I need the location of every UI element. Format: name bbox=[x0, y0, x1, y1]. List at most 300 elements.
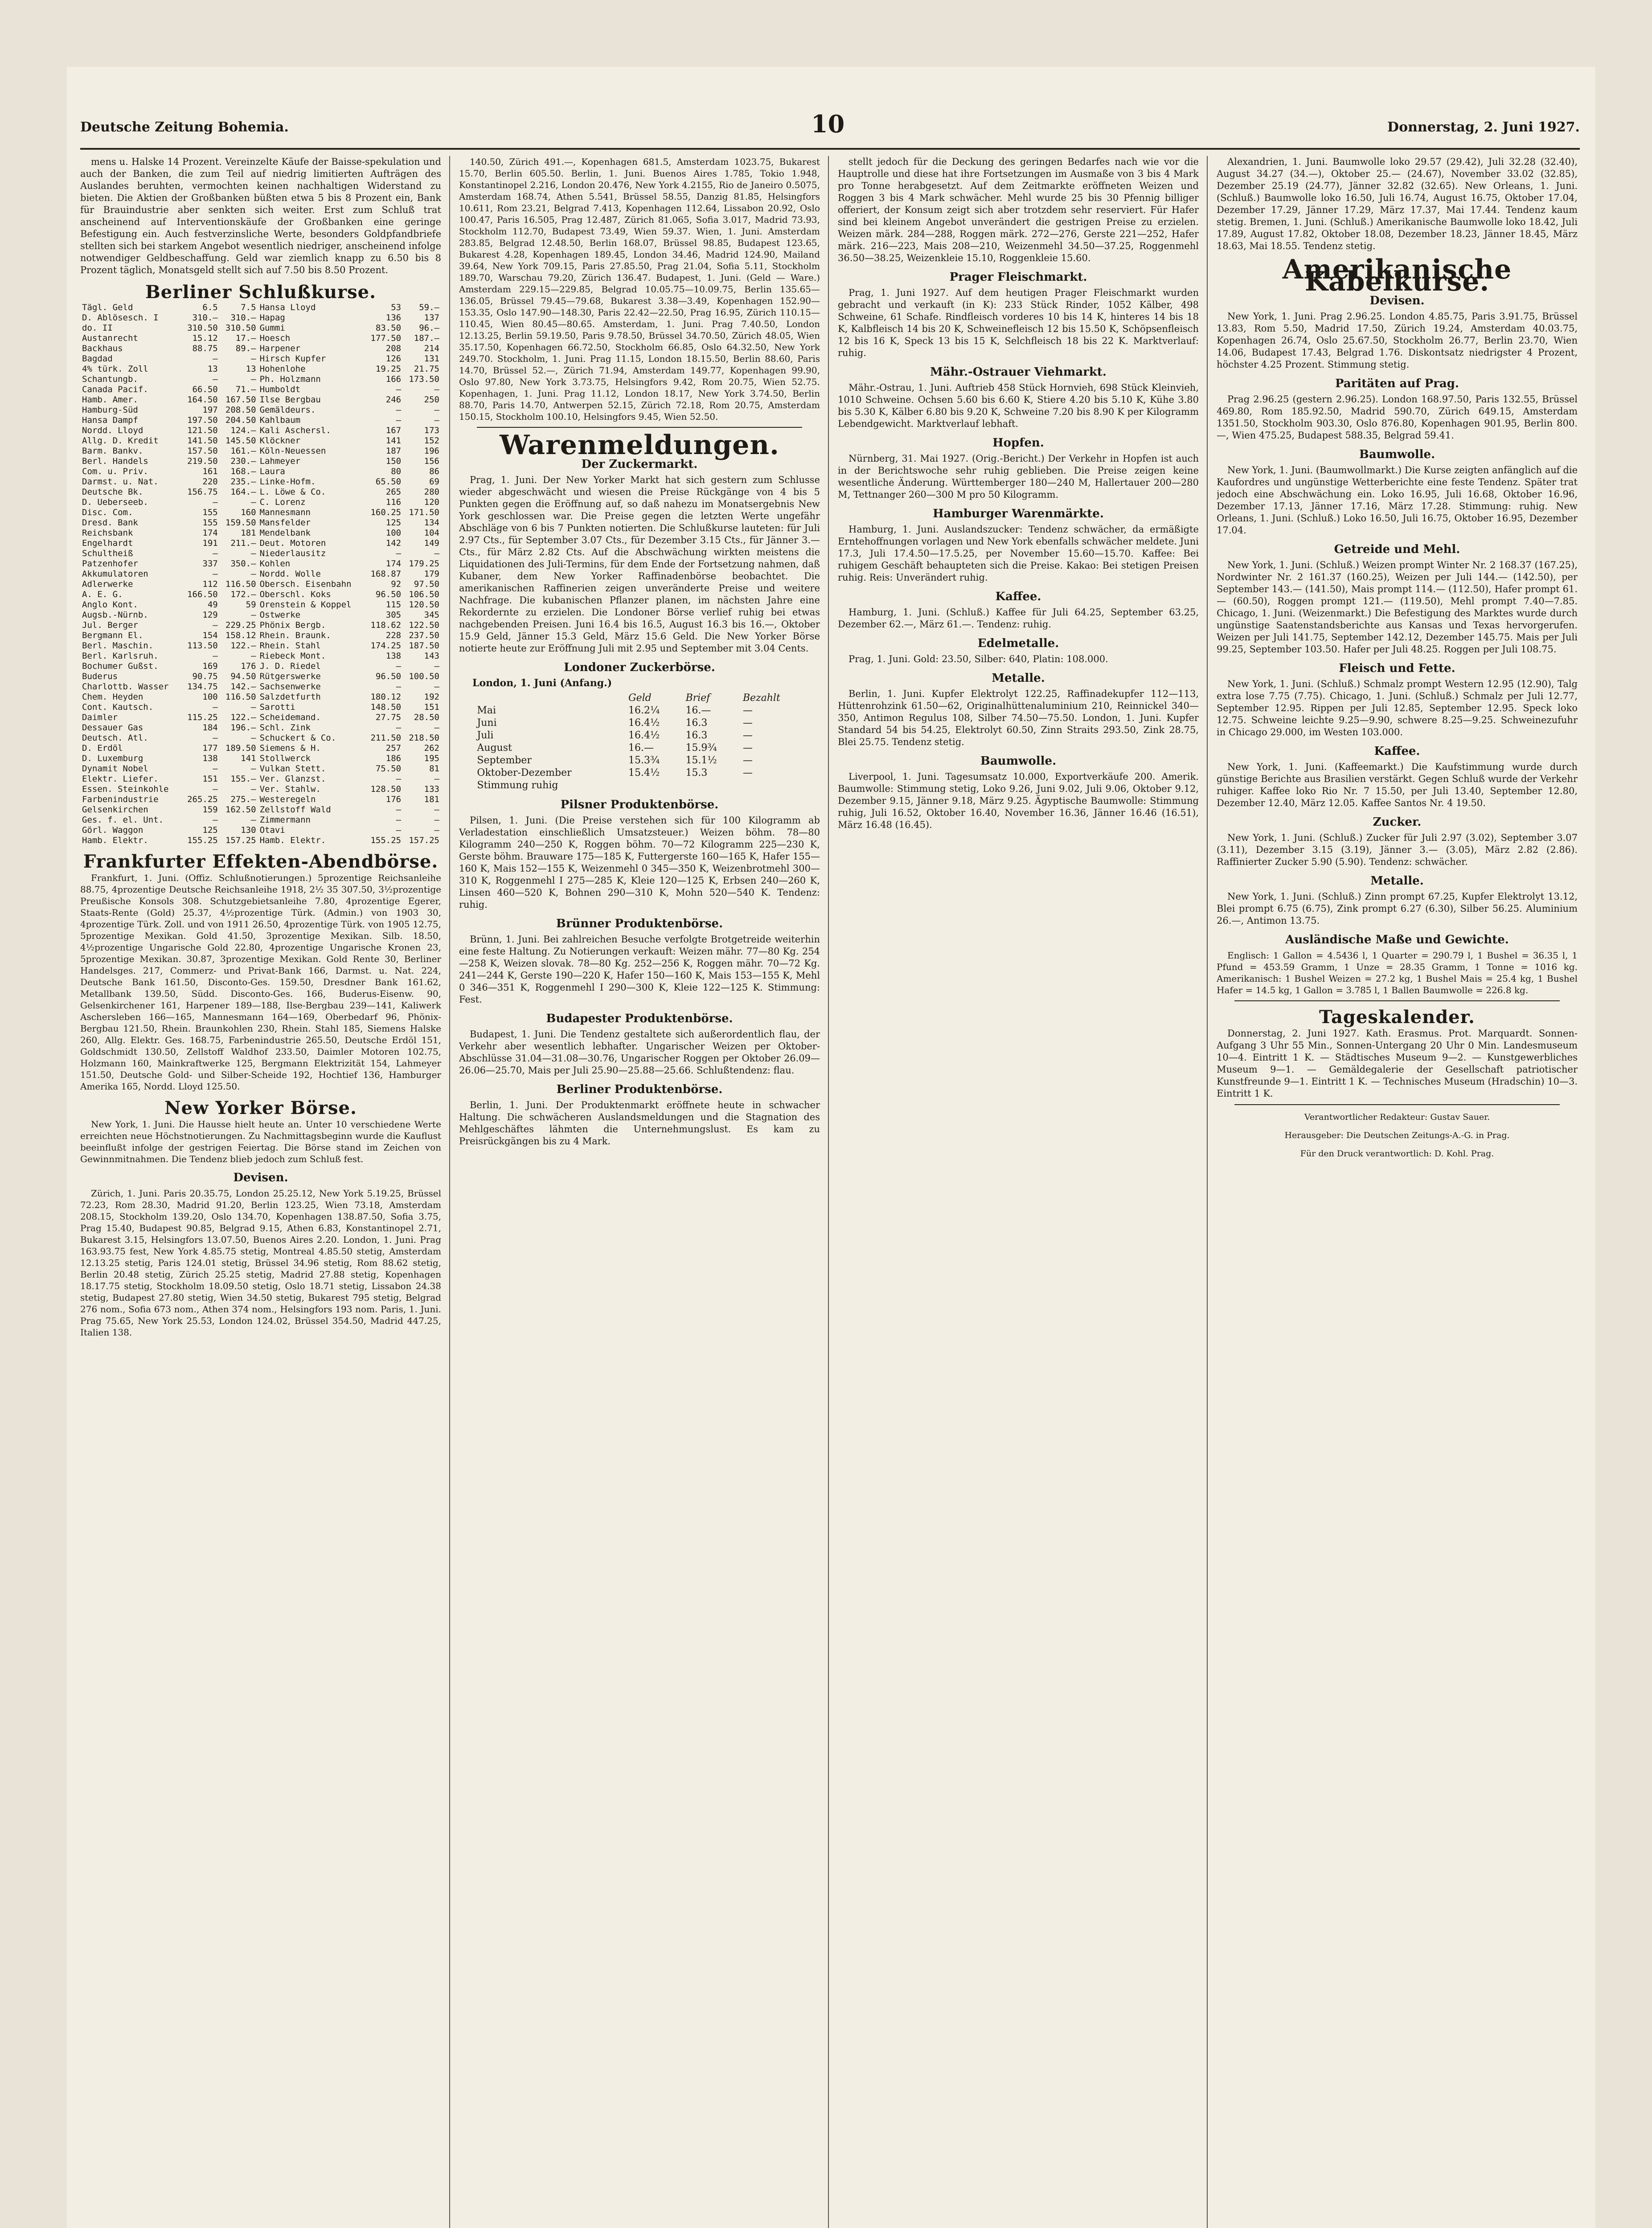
price-cell: — bbox=[742, 717, 753, 729]
budapest-exchange-text: Budapest, 1. Juni. Die Tendenz gestaltete sich außerordentlich flau, der Verkehr aber wesentlich lebhafter. Ungarischer Weizen per Oktober-Abschlüsse 31.04—31.08—30.76, Ungarischer Roggen per Oktober 26.09—26.06—25.70, Mais per Juli 25.90—25.88—25.66. Schlußtendenz: flau. bbox=[459, 1029, 820, 1076]
frankfurt-text: Frankfurt, 1. Juni. (Offiz. Schlußnotierungen.) 5prozentige Reichsanleihe 88.75, 4prozentige Deutsche Reichsanleihe 1918, 2½ 35 307.50, 3½prozentige Preußische Konsols 308. Schutzgebietsanleihe 7.80, 4prozentige Egerer, Staats-Rente (Gold) 25.37, 4½prozentige Türk. (Admin.) von 1903 30, 4prozentige Türk. Zoll. und von 1911 26.50, 4prozentige Türk. von 1905 12.75, 5prozentige Mexikan. Gold 41.50, 3prozentige Mexikan. Silb. 18.50, 4½prozentige Ungarische Gold 22.80, 4prozentige Ungarische Kronen 23, 5prozentige Mexikan. 30.87, 3prozentige Mexikan. Gold Rente 30, Berliner Handelsges. 217, Commerz- und Privat-Bank 166, Darmst. u. Nat. 224, Deutsche Bank 161.50, Disconto-Ges. 159.50, Dresdner Bank 161.62, Metallbank 139.50, Südd. Disconto-Ges. 166, Buderus-Eisenw. 90, Gelsenkirchener 161, Harpener 189—188, Ilse-Bergbau 239—141, Kaliwerk Aschersleben 166—165, Mannesmann 164—169, Oberbedarf 96, Phönix-Bergbau 121.50, Rhein. Braunkohlen 230, Rhein. Stahl 185, Siemens Halske 260, Allg. Elektr. Ges. 168.75, Farbenindustrie 265.50, Deutsche Erdöl 151, Goldschmidt 130.50, Zellstoff Waldhof 233.50, Daimler Motoren 102.75, Holzmann 160, Mainkraftwerke 125, Bergmann Elektrizität 154, Lahmeyer 151.50, Deutsche Gold- und Silber-Scheide 192, Hochtief 136, Hamburger Amerika 165, Nordd. Lloyd 125.50. bbox=[80, 872, 441, 1092]
quote-value: — bbox=[213, 784, 218, 794]
quote-row bbox=[80, 774, 441, 784]
quote-name: Kahlbaum bbox=[259, 415, 301, 425]
quote-value: — bbox=[434, 825, 439, 835]
quote-value: 230.— bbox=[230, 456, 256, 466]
coffee-text: New York, 1. Juni. (Kaffeemarkt.) Die Kaufstimmung wurde durch günstige Berichte aus Brasilien verstärkt. Gegen Schluß wurde der Verkehr ruhiger. Kaffee loko Rio Nr. 7 15.50, per Juli 13.40, September 12.80, Dezember 12.40, März 12.05. Kaffee Santos Nr. 4 19.50. bbox=[1217, 762, 1578, 808]
quote-row bbox=[80, 723, 441, 733]
quote-value: — bbox=[213, 764, 218, 774]
quote-value: 21.75 bbox=[414, 364, 439, 374]
quote-value: 143 bbox=[424, 651, 439, 661]
quote-value: 142 bbox=[385, 538, 402, 548]
quote-value: — bbox=[251, 497, 256, 507]
quote-row bbox=[80, 313, 441, 323]
quote-name: Mansfelder bbox=[259, 518, 311, 528]
quote-value: 75.50 bbox=[375, 764, 402, 774]
quote-row bbox=[80, 569, 441, 579]
quote-name: Canada Pacif. bbox=[82, 385, 148, 394]
price-cell: 16.— bbox=[685, 705, 711, 716]
quote-value: 121.50 bbox=[187, 426, 218, 435]
quote-value: 15.12 bbox=[192, 333, 218, 343]
grain-heading: Getreide und Mehl. bbox=[1334, 543, 1460, 556]
price-cell: — bbox=[742, 755, 753, 766]
parities-text: Prag 2.96.25 (gestern 2.96.25). London 168.97.50, Paris 132.55, Brüssel 469.80, Rom 185.92.50, Madrid 590.70, Zürich 649.15, Amsterdam 1351.50, Stockholm 903.30, Oslo 876.80, Kopenhagen 901.95, Berlin 800.—, Wien 475.25, Budapest 588.35, Belgrad 59.41. bbox=[1217, 394, 1578, 441]
quote-name: Schl. Zink bbox=[259, 723, 311, 733]
quote-row bbox=[80, 395, 441, 405]
quote-row bbox=[80, 590, 441, 600]
american-cables-heading: Amerikanische Kabelkurse. bbox=[1282, 254, 1512, 297]
publisher-line: Herausgeber: Die Deutschen Zeitungs-A.-G. in Prag. bbox=[1284, 1130, 1510, 1140]
quote-value: 112 bbox=[202, 579, 218, 589]
price-cell: 16.4½ bbox=[628, 717, 660, 729]
quote-row bbox=[80, 497, 441, 508]
column-3 bbox=[838, 156, 1199, 2228]
devisen-heading: Devisen. bbox=[1369, 294, 1425, 307]
quote-name: Schultheiß bbox=[82, 549, 133, 558]
hamburg-markets-text: Hamburg, 1. Juni. Auslandszucker: Tendenz schwächer, da ermäßigte Erntehoffnungen vorlagen und New York ebenfalls schwächer meldete. Juni 17.3, Juli 17.4.50—17.5.25, per November 15.60—15.70. Kaffee: Bei ruhigem Geschäft behaupteten sich die Preise. Kakao: Bei stetigen Preisen ruhig. Reis: Unverändert ruhig. bbox=[838, 524, 1199, 583]
berlin-quotes-table bbox=[80, 303, 441, 846]
quote-name: Com. u. Priv. bbox=[82, 467, 148, 476]
page-number: 10 bbox=[811, 110, 845, 138]
quote-value: — bbox=[434, 405, 439, 415]
quote-row bbox=[80, 559, 441, 569]
quote-name: Otavi bbox=[259, 825, 285, 835]
quote-value: 97.50 bbox=[414, 579, 439, 589]
hamburg-markets-heading: Hamburger Warenmärkte. bbox=[933, 507, 1104, 520]
price-cell: 15.9¾ bbox=[685, 742, 717, 754]
cotton-text: New York, 1. Juni. (Baumwollmarkt.) Die Kurse zeigten anfänglich auf die Kaufordres und ungünstige Wetterberichte eine feste Tendenz. Später trat jedoch eine Abschwächung ein. Loko 16.95, Juli 16.68, Oktober 16.96, Dezember 17.13, Jänner 17.16, März 17.28. Stimmung: ruhig. New Orleans, 1. Juni. (Schluß.) Loko 16.50, Juli 16.75, Oktober 16.95, Dezember 17.04. bbox=[1217, 465, 1578, 536]
quote-row bbox=[80, 672, 441, 682]
quote-value: 181 bbox=[241, 528, 256, 538]
quote-row bbox=[80, 733, 441, 743]
cotton-cables-text: Alexandrien, 1. Juni. Baumwolle loko 29.57 (29.42), Juli 32.28 (32.40), August 34.27 (34.—), Oktober 25.— (24.67), November 33.02 (32.85), Dezember 25.19 (24.77), Jänner 32.82 (32.65). New Orleans, 1. Juni. (Schluß.) Baumwolle loko 16.50, Juli 16.74, August 16.75, Oktober 17.04, Dezember 17.29, Jänner 17.29, März 17.37, Mai 17.44. Tendenz kaum stetig. Bremen, 1. Juni. (Schluß.) Amerikanische Baumwolle loko 18.42, Juli 17.89, August 17.82, Oktober 18.08, Dezember 18.23, Jänner 18.45, März 18.63, Mai 18.55. Tendenz stetig. bbox=[1217, 156, 1578, 251]
quote-row bbox=[80, 682, 441, 692]
quote-name: Kali Aschersl. bbox=[259, 426, 331, 435]
quote-row bbox=[80, 303, 441, 313]
editor-line: Verantwortlicher Redakteur: Gustav Sauer. bbox=[1304, 1112, 1490, 1122]
precious-metals-heading: Edelmetalle. bbox=[977, 637, 1059, 650]
london-sugar-row bbox=[473, 754, 805, 767]
quote-row bbox=[80, 508, 441, 518]
quote-name: Farbenindustrie bbox=[82, 795, 159, 804]
quote-value: 159 bbox=[202, 805, 218, 815]
quote-value: 59 bbox=[246, 600, 256, 610]
london-sugar-row bbox=[473, 767, 805, 779]
quote-value: 141 bbox=[241, 754, 256, 763]
warenmeldungen-heading: Warenmeldungen. bbox=[500, 430, 779, 461]
quote-value: 265.25 bbox=[187, 795, 218, 804]
quote-row bbox=[80, 344, 441, 354]
quote-value: 7.5 bbox=[241, 303, 256, 312]
quote-value: 145.50 bbox=[225, 436, 256, 446]
quote-name: Berl. Handels bbox=[82, 456, 148, 466]
new-york-exchange-text: New York, 1. Juni. Die Hausse hielt heute an. Unter 10 verschiedene Werte erreichten neue Höchstnotierungen. Zu Nachmittagsbeginn wurde die Kauflust beeinflußt infolge der gestrigen Feiertag. Die Börse stand im Zeichen von Gewinnmitnahmen. Die Tendenz blieb jedoch zum Schluß fest. bbox=[80, 1119, 441, 1164]
price-cell: 15.3 bbox=[685, 767, 708, 778]
daily-calendar-heading: Tageskalender. bbox=[1319, 1007, 1475, 1028]
cotton-heading: Baumwolle. bbox=[1359, 448, 1435, 461]
quote-value: 161 bbox=[202, 467, 218, 476]
coffee-heading: Kaffee. bbox=[1374, 745, 1420, 758]
quote-name: Hapag bbox=[259, 313, 285, 323]
quote-value: 6.5 bbox=[202, 303, 218, 312]
quote-name: Chem. Heyden bbox=[82, 692, 143, 702]
sugar-heading: Zucker. bbox=[1373, 815, 1422, 829]
quote-value: 171.50 bbox=[409, 508, 439, 517]
quote-value: 149 bbox=[424, 538, 439, 548]
quote-value: 166 bbox=[385, 374, 402, 384]
quote-value: 176 bbox=[385, 795, 402, 804]
quote-row bbox=[80, 579, 441, 590]
quote-name: D. Ueberseeb. bbox=[82, 497, 148, 507]
quote-value: 17.— bbox=[235, 333, 256, 343]
price-cell: — bbox=[742, 767, 753, 778]
quote-name: Hansa Dampf bbox=[82, 415, 138, 425]
cotton-text: Liverpool, 1. Juni. Tagesumsatz 10.000, Exportverkäufe 200. Amerik. Baumwolle: Stimmung stetig, Loko 9.26, Juni 9.02, Juli 9.06, Oktober 9.12, Dezember 9.15, Jänner 9.18, März 9.25. Ägyptische Baumwolle: Stimmung ruhig, Juli 16.52, Oktober 16.40, November 16.36, Jänner 16.46 (16.51), März 16.48 (16.45). bbox=[838, 771, 1199, 830]
quote-name: Vulkan Stett. bbox=[259, 764, 326, 774]
market-report-text: mens u. Halske 14 Prozent. Vereinzelte Käufe der Baisse-spekulation und auch der Banken, die zum Teil auf niedrig limitierten Aufträgen des Auslandes beruhten, vermochten keinen nachhaltigen Widerstand zu bieten. Die Aktien der Großbanken büßten etwa 5 bis 8 Prozent ein, Bank für Brauindustrie aber senkten sich weiter. Erst zum Schluß trat anscheinend auf Interventionskäufe der Großbanken eine geringe Befestigung ein. Auch festverzinsliche Werte, besonders Goldpfandbriefe stellten sich bei starkem Angebot wesentlich niedriger, anscheinend infolge notwendiger Geldbeschaffung. Geld war ziemlich knapp zu 6.50 bis 8 Prozent täglich, Monatsgeld stellt sich auf 7.50 bis 8.50 Prozent. bbox=[80, 156, 441, 275]
quote-value: — bbox=[396, 549, 402, 558]
quote-row bbox=[80, 477, 441, 487]
london-sugar-row bbox=[473, 704, 805, 717]
quote-name: Berl. Maschin. bbox=[82, 641, 154, 651]
quote-name: Hamburg-Süd bbox=[82, 405, 138, 415]
quote-value: 337 bbox=[202, 559, 218, 569]
berlin-produce-text: Berlin, 1. Juni. Der Produktenmarkt eröffnete heute in schwacher Haltung. Die schwächeren Auslandsmeldungen und die Stagnation des Mehlgeschäftes lähmten die Unternehmungslust. Es kam zu Preisrückgängen bis zu 4 Mark. bbox=[459, 1100, 820, 1147]
quote-value: 156 bbox=[424, 456, 439, 466]
quote-value: 275.— bbox=[230, 795, 256, 804]
metals-text: New York, 1. Juni. (Schluß.) Zinn prompt 67.25, Kupfer Elektrolyt 13.12, Blei prompt 6.75 (6.75), Zink prompt 6.27 (6.30), Silber 56.25. Aluminium 26.—, Antimon 13.75. bbox=[1217, 891, 1578, 926]
quote-value: 168.— bbox=[230, 467, 256, 476]
quote-name: Augsb.-Nürnb. bbox=[82, 610, 148, 620]
quote-value: 138 bbox=[385, 651, 402, 661]
quote-value: 100 bbox=[385, 528, 402, 538]
quote-value: 250 bbox=[424, 395, 439, 405]
quote-value: 131 bbox=[424, 354, 439, 364]
quote-value: — bbox=[251, 651, 256, 661]
quote-value: 115.25 bbox=[187, 713, 218, 722]
quote-name: Hansa Lloyd bbox=[259, 303, 316, 312]
metals-text: Berlin, 1. Juni. Kupfer Elektrolyt 122.25, Raffinadekupfer 112—113, Hüttenrohzink 61.50—62, Originalhüttenaluminium 210, Reinnickel 340—350, Antimon Regulus 108, Silber 74.50—75.50. London, 1. Juni. Kupfer Standard 54 bis 54.25, Elektrolyt 60.50, Zinn Straits 293.50, Zink 28.75, Blei 25.75. Tendenz stetig. bbox=[838, 688, 1199, 747]
quote-value: — bbox=[396, 825, 402, 835]
quote-row bbox=[80, 467, 441, 477]
quote-value: 174.25 bbox=[370, 641, 402, 651]
quote-row bbox=[80, 641, 441, 651]
quote-value: 218.50 bbox=[409, 733, 439, 743]
quote-name: Jul. Berger bbox=[82, 620, 138, 630]
meat-fats-heading: Fleisch und Fette. bbox=[1339, 662, 1455, 675]
quote-row bbox=[80, 374, 441, 385]
meat-fats-text: New York, 1. Juni. (Schluß.) Schmalz prompt Western 12.95 (12.90), Talg extra lose 7.75 (7.75). Chicago, 1. Juni. (Schluß.) Schmalz per Juli 12.77, September 12.95. Rippen per Juli 12.85, September 12.95. Speck loko 12.75. Schweine leichte 9.25—9.90, schwere 8.25—9.25. Schweinezufuhr in Chicago 29.000, im Westen 103.000. bbox=[1217, 679, 1578, 737]
quote-value: 237.50 bbox=[409, 631, 439, 640]
grain-text: New York, 1. Juni. (Schluß.) Weizen prompt Winter Nr. 2 168.37 (167.25), Nordwinter Nr. 2 161.37 (160.25), Weizen per Juli 144.— (142.50), per September 143.— (141.50), Mais prompt 114.— (112.50), Hafer prompt 61.— (60.50), Roggen prompt 121.— (119.50), Mehl prompt 7.40—7.85. Chicago, 1. Juni. (Weizenmarkt.) Die Befestigung des Marktes wurde durch ungünstige Saatenstandsberichte aus Kansas und Texas hervorgerufen. Weizen per Juli 141.75, September 142.12, Dezember 145.75. Mais per Juli 99.25, September 103.50. Hafer per Juli 48.25. Roggen per Juli 108.75. bbox=[1217, 560, 1578, 655]
quote-value: — bbox=[213, 815, 218, 825]
pilsen-exchange-text: Pilsen, 1. Juni. (Die Preise verstehen sich für 100 Kilogramm ab Verladestation einschließlich Umsatzsteuer.) Weizen böhm. 78—80 Kilogramm 240—250 K, Roggen böhm. 70—72 Kilogramm 225—230 K, Gerste böhm. Brauware 175—185 K, Futtergerste 160—165 K, Hafer 155—160 K, Mais 152—155 K, Weizenmehl 0 345—350 K, Weizenbrotmehl 300—310 K, Roggenmehl I 275—285 K, Kleie 120—125 K, Erbsen 240—260 K, Linsen 460—520 K, Bohnen 290—310 K, Mohn 520—540 K. Tendenz: ruhig. bbox=[459, 815, 820, 910]
quote-value: 152 bbox=[424, 436, 439, 446]
quote-value: 177.50 bbox=[370, 333, 402, 343]
month-label: Juli bbox=[477, 730, 494, 741]
berlin-produce-heading: Berliner Produktenbörse. bbox=[556, 1083, 723, 1096]
quote-value: 186 bbox=[385, 754, 402, 763]
quote-value: — bbox=[213, 497, 218, 507]
quote-value: 157.25 bbox=[409, 836, 439, 845]
hops-text: Nürnberg, 31. Mai 1927. (Orig.-Bericht.) Der Verkehr in Hopfen ist auch in der Berichtswoche sehr ruhig geblieben. Die Preise zeigen keine wesentliche Änderung. Württemberger 180—240 M, Hallertauer 200—280 M, Tettnanger 260—300 M pro 50 Kilogramm. bbox=[838, 453, 1199, 500]
quote-value: 173 bbox=[424, 426, 439, 435]
quote-value: 195 bbox=[424, 754, 439, 763]
quote-value: 155 bbox=[202, 518, 218, 528]
london-sugar-header-row bbox=[473, 692, 805, 704]
quote-value: 13 bbox=[246, 364, 256, 374]
quote-value: 71.— bbox=[235, 385, 256, 394]
quote-value: 154 bbox=[202, 631, 218, 640]
quote-value: 160 bbox=[241, 508, 256, 517]
quote-value: 174 bbox=[385, 559, 402, 569]
quote-value: 129 bbox=[202, 610, 218, 620]
quote-name: D. Luxemburg bbox=[82, 754, 143, 763]
quote-value: 100 bbox=[202, 692, 218, 702]
bruenn-exchange-text: Brünn, 1. Juni. Bei zahlreichen Besuche verfolgte Brotgetreide weiterhin eine feste Haltung. Zu Notierungen verkauft: Weizen mähr. 77—80 Kg. 254—258 K, Weizen slovak. 78—80 Kg. 252—256 K, Roggen mähr. 70—72 Kg. 241—244 K, Gerste 190—220 K, Hafer 150—160 K, Mais 153—155 K, Mehl 0 346—351 K, Roggenmehl I 290—300 K, Kleie 122—125 K. Stimmung: Fest. bbox=[459, 934, 820, 1005]
quote-value: — bbox=[213, 702, 218, 712]
quote-name: D. Erdöl bbox=[82, 743, 123, 753]
quote-value: 59.— bbox=[419, 303, 439, 312]
pilsen-exchange-heading: Pilsner Produktenbörse. bbox=[560, 798, 719, 811]
quote-value: 211.50 bbox=[370, 733, 402, 743]
budapest-exchange-heading: Budapester Produktenbörse. bbox=[546, 1012, 733, 1025]
quote-value: 229.25 bbox=[225, 620, 256, 630]
quote-value: — bbox=[396, 385, 402, 394]
quote-value: 155.25 bbox=[370, 836, 402, 845]
quote-value: — bbox=[396, 661, 402, 671]
quote-name: Sachsenwerke bbox=[259, 682, 321, 692]
quote-name: Austanrecht bbox=[82, 333, 138, 343]
quote-name: Darmst. u. Nat. bbox=[82, 477, 159, 487]
quote-row bbox=[80, 333, 441, 344]
newspaper-page bbox=[67, 67, 1595, 2228]
quote-value: 134.75 bbox=[187, 682, 218, 692]
quote-value: 174 bbox=[202, 528, 218, 538]
price-cell: 16.3 bbox=[685, 717, 708, 729]
quote-value: 166.50 bbox=[187, 590, 218, 599]
quote-value: 116 bbox=[385, 497, 402, 507]
quote-row bbox=[80, 405, 441, 415]
column-4 bbox=[1217, 156, 1578, 2228]
quote-name: Köln-Neuessen bbox=[259, 446, 326, 456]
quote-name: Siemens & H. bbox=[259, 743, 321, 753]
quote-value: 235.— bbox=[230, 477, 256, 487]
quote-value: — bbox=[213, 569, 218, 579]
quote-value: 141 bbox=[385, 436, 402, 446]
quote-name: Dessauer Gas bbox=[82, 723, 143, 733]
quote-value: 280 bbox=[424, 487, 439, 497]
cotton-heading: Baumwolle. bbox=[980, 754, 1057, 768]
quote-value: 81 bbox=[429, 764, 439, 774]
column-divider bbox=[449, 156, 450, 2228]
quote-value: 310.— bbox=[230, 313, 256, 323]
quote-value: — bbox=[213, 733, 218, 743]
quote-row bbox=[80, 713, 441, 723]
quote-name: Deutsche Bk. bbox=[82, 487, 143, 497]
measures-text: Englisch: 1 Gallon = 4.5436 l, 1 Quarter = 290.79 l, 1 Bushel = 36.35 l, 1 Pfund = 453.59 Gramm, 1 Unze = 28.35 Gramm, 1 Tonne = 1016 kg. Amerikanisch: 1 Bushel Weizen = 27.2 kg, 1 Bushel Mais = 25.4 kg, 1 Bushel Hafer = 14.5 kg, 1 Gallon = 3.785 l, 1 Ballen Baumwolle = 226.8 kg. bbox=[1217, 950, 1578, 995]
quote-name: Ver. Glanzst. bbox=[259, 774, 326, 784]
quote-value: — bbox=[251, 374, 256, 384]
section-rule bbox=[477, 427, 802, 428]
quote-value: 94.50 bbox=[230, 672, 256, 681]
quote-row bbox=[80, 487, 441, 497]
quote-value: — bbox=[396, 805, 402, 815]
quote-row bbox=[80, 631, 441, 641]
quote-value: 220 bbox=[202, 477, 218, 487]
quote-value: 187 bbox=[385, 446, 402, 456]
quote-name: Deutsch. Atl. bbox=[82, 733, 148, 743]
quote-name: Hamb. Elektr. bbox=[259, 836, 326, 845]
london-sugar-heading: Londoner Zuckerbörse. bbox=[564, 661, 715, 674]
quote-value: 134 bbox=[424, 518, 439, 528]
quote-row bbox=[80, 661, 441, 672]
quote-name: Essen. Steinkohle bbox=[82, 784, 169, 794]
quote-value: 151 bbox=[424, 702, 439, 712]
quote-value: 176 bbox=[241, 661, 256, 671]
quote-value: 173.50 bbox=[409, 374, 439, 384]
quote-row bbox=[80, 784, 441, 795]
quote-name: C. Lorenz bbox=[259, 497, 306, 507]
month-label: August bbox=[477, 742, 512, 754]
price-cell: 16.2¼ bbox=[628, 705, 660, 716]
quote-value: 122.— bbox=[230, 713, 256, 722]
price-cell: 16.3 bbox=[685, 730, 708, 741]
quote-name: A. E. G. bbox=[82, 590, 123, 599]
quote-value: 126 bbox=[385, 354, 402, 364]
column-1 bbox=[80, 156, 441, 2228]
quote-value: 151 bbox=[202, 774, 218, 784]
quote-name: Niederlausitz bbox=[259, 549, 326, 558]
quote-value: 196 bbox=[424, 446, 439, 456]
london-sugar-row bbox=[473, 779, 805, 792]
quote-value: 89.— bbox=[235, 344, 256, 353]
quote-name: Mendelbank bbox=[259, 528, 311, 538]
quote-value: 96.— bbox=[419, 323, 439, 333]
quote-value: 197 bbox=[202, 405, 218, 415]
london-sugar-subhead: London, 1. Juni (Anfang.) bbox=[472, 677, 612, 689]
quote-value: 90.75 bbox=[192, 672, 218, 681]
quote-value: 180.12 bbox=[370, 692, 402, 702]
quote-name: Gummi bbox=[259, 323, 285, 333]
price-cell: 15.1½ bbox=[685, 755, 717, 766]
quote-name: Phönix Bergb. bbox=[259, 620, 326, 630]
quote-name: Bochumer Gußst. bbox=[82, 661, 159, 671]
measures-heading: Ausländische Maße und Gewichte. bbox=[1285, 933, 1509, 946]
quote-value: 96.50 bbox=[375, 672, 402, 681]
quote-value: 157.25 bbox=[225, 836, 256, 845]
quote-value: 27.75 bbox=[375, 713, 402, 722]
quote-name: Görl. Waggon bbox=[82, 825, 143, 835]
quote-value: — bbox=[434, 385, 439, 394]
quote-value: 96.50 bbox=[375, 590, 402, 599]
quote-value: 189.50 bbox=[225, 743, 256, 753]
quote-value: 136 bbox=[385, 313, 402, 323]
quote-value: 262 bbox=[424, 743, 439, 753]
quote-name: Sarotti bbox=[259, 702, 295, 712]
quote-value: 168.87 bbox=[370, 569, 402, 579]
quote-name: Elektr. Liefer. bbox=[82, 774, 159, 784]
quote-row bbox=[80, 426, 441, 436]
devisen-text: Zürich, 1. Juni. Paris 20.35.75, London 25.25.12, New York 5.19.25, Brüssel 72.23, Rom 28.30, Madrid 91.20, Berlin 123.25, Wien 73.18, Amsterdam 208.15, Stockholm 139.20, Oslo 134.70, Kopenhagen 138.87.50, Sofia 3.75, Prag 15.40, Budapest 90.85, Belgrad 9.15, Athen 6.83, Konstantinopel 2.71, Bukarest 3.15, Helsingfors 13.07.50, Buenos Aires 2.20. London, 1. Juni. Prag 163.93.75 fest, New York 4.85.75 stetig, Montreal 4.85.50 stetig, Amsterdam 12.13.25 stetig, Paris 124.01 stetig, Brüssel 34.96 stetig, Rom 88.62 stetig, Berlin 20.48 stetig, Zürich 25.25 stetig, Madrid 27.88 stetig, Kopenhagen 18.17.75 stetig, Stockholm 18.09.50 stetig, Oslo 18.71 stetig, Lissabon 24.38 stetig, Budapest 27.80 stetig, Wien 34.50 stetig, Bukarest 795 stetig, Belgrad 276 nom., Sofia 673 nom., Athen 374 nom., Helsingfors 193 nom. Paris, 1. Juni. Prag 75.65, New York 25.53, London 124.02, Brüssel 354.50, Madrid 447.25, Italien 138. bbox=[80, 1188, 441, 1338]
quote-row bbox=[80, 702, 441, 713]
quote-value: — bbox=[251, 354, 256, 364]
quote-value: — bbox=[396, 405, 402, 415]
quote-name: Barm. Bankv. bbox=[82, 446, 143, 456]
quote-value: — bbox=[251, 733, 256, 743]
quote-name: Riebeck Mont. bbox=[259, 651, 326, 661]
quote-name: Akkumulatoren bbox=[82, 569, 148, 579]
quote-value: 141.50 bbox=[187, 436, 218, 446]
column-divider bbox=[828, 156, 829, 2228]
header-rule bbox=[80, 148, 1580, 150]
quote-name: Kohlen bbox=[259, 559, 291, 569]
quote-value: — bbox=[396, 723, 402, 733]
quote-value: 125 bbox=[202, 825, 218, 835]
price-cell bbox=[625, 779, 682, 792]
quote-name: Hirsch Kupfer bbox=[259, 354, 326, 364]
quote-value: 80 bbox=[391, 467, 402, 476]
month-label: Mai bbox=[477, 705, 496, 716]
berlin-closing-heading: Berliner Schlußkurse. bbox=[145, 282, 376, 303]
quote-row bbox=[80, 323, 441, 333]
cattle-market-text: Mähr.-Ostrau, 1. Juni. Auftrieb 458 Stück Hornvieh, 698 Stück Kleinvieh, 1010 Schweine. Ochsen 5.60 bis 6.60 K, Stiere 4.20 bis 5.10 K, Kühe 3.80 bis 5.30 K, Kälber 6.80 bis 9.20 K, Schweine 7.20 bis 8.90 K per Kilogramm Lebendgewicht. Marktverlauf lebhaft. bbox=[838, 382, 1199, 429]
quote-row bbox=[80, 364, 441, 374]
meat-market-heading: Prager Fleischmarkt. bbox=[949, 270, 1087, 284]
quote-name: Oberschl. Koks bbox=[259, 590, 331, 599]
quote-name: Anglo Kont. bbox=[82, 600, 138, 610]
sugar-market-heading: Der Zuckermarkt. bbox=[581, 458, 698, 471]
quote-name: Ph. Holzmann bbox=[259, 374, 321, 384]
quote-value: 305 bbox=[385, 610, 402, 620]
new-york-exchange-heading: New Yorker Börse. bbox=[164, 1098, 357, 1118]
quote-value: — bbox=[213, 651, 218, 661]
quote-name: Tägl. Geld bbox=[82, 303, 133, 312]
quote-name: Linke-Hofm. bbox=[259, 477, 316, 487]
quote-name: Patzenhofer bbox=[82, 559, 138, 569]
quote-value: — bbox=[434, 815, 439, 825]
quote-value: 204.50 bbox=[225, 415, 256, 425]
quote-name: Laura bbox=[259, 467, 285, 476]
price-cell: — bbox=[742, 730, 753, 741]
quote-name: Humboldt bbox=[259, 385, 301, 394]
quote-value: 181 bbox=[424, 795, 439, 804]
section-rule bbox=[1234, 1000, 1560, 1001]
quote-value: 137 bbox=[424, 313, 439, 323]
quote-value: 265 bbox=[385, 487, 402, 497]
quote-row bbox=[80, 518, 441, 528]
hops-heading: Hopfen. bbox=[992, 436, 1044, 450]
quote-value: 13 bbox=[207, 364, 218, 374]
quote-value: 345 bbox=[424, 610, 439, 620]
quote-value: 208 bbox=[385, 344, 402, 353]
quote-value: 167 bbox=[385, 426, 402, 435]
quote-name: Bergmann El. bbox=[82, 631, 143, 640]
quote-row bbox=[80, 385, 441, 395]
quote-value: 28.50 bbox=[414, 713, 439, 722]
quote-name: Hamb. Amer. bbox=[82, 395, 138, 405]
column-header: Bezahlt bbox=[742, 692, 780, 704]
quote-value: 150 bbox=[385, 456, 402, 466]
quote-value: 184 bbox=[202, 723, 218, 733]
quote-row bbox=[80, 815, 441, 825]
london-sugar-table bbox=[473, 692, 805, 792]
quote-name: Schantungb. bbox=[82, 374, 138, 384]
quote-value: 179.25 bbox=[409, 559, 439, 569]
quote-name: Lahmeyer bbox=[259, 456, 301, 466]
quote-name: Charlottb. Wasser bbox=[82, 682, 169, 692]
